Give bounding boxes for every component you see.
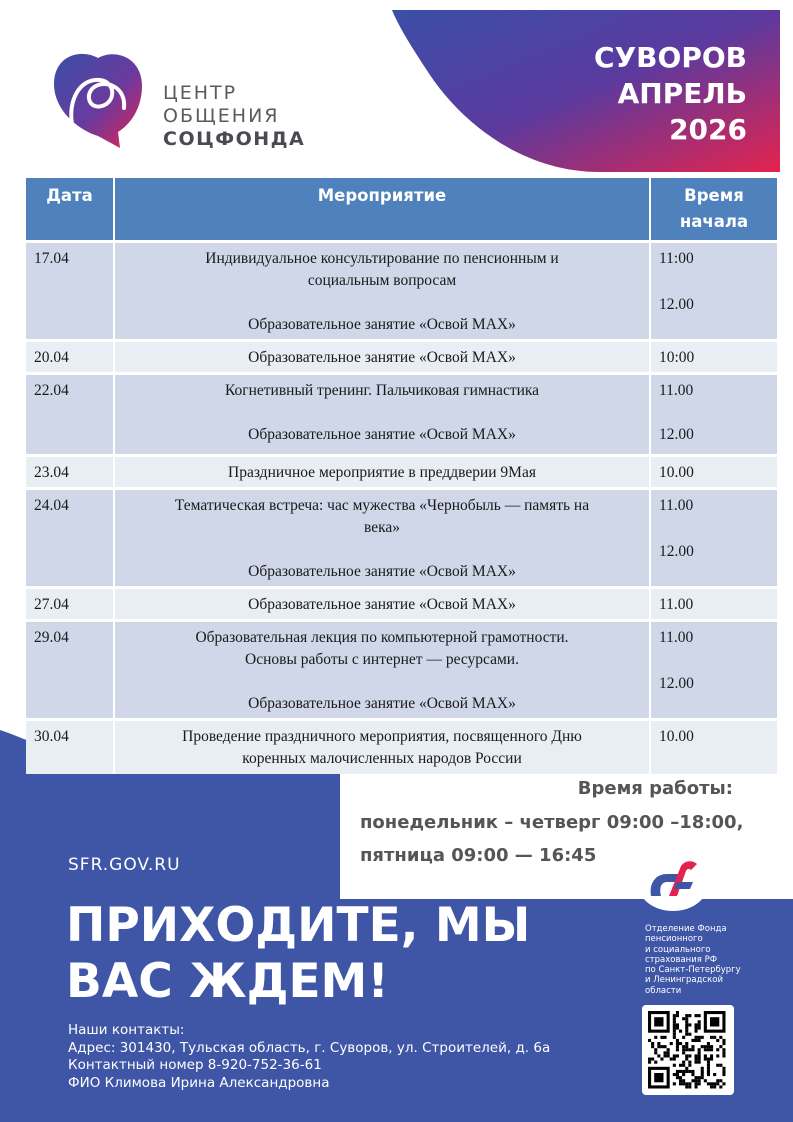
city-title-line: СУВОРОВ: [594, 41, 747, 74]
sfr-description: [645, 924, 775, 996]
sfr-text-line: и Ленинградской: [645, 975, 723, 986]
table-row: [26, 620, 777, 719]
contacts-title: Наши контакты:: [68, 1022, 185, 1038]
row-date: 29.04: [26, 620, 114, 719]
event-line: Образовательное занятие «Освой MAX»: [248, 562, 516, 580]
sfr-text-line: Отделение Фонда: [645, 924, 727, 934]
event-line: Тематическая встреча: час мужества «Чернобыль — память на: [174, 496, 590, 514]
row-event: [114, 241, 650, 340]
sfr-text-line: области: [645, 985, 682, 996]
sfr-text-line: и социального: [645, 944, 711, 955]
row-time: [650, 488, 777, 587]
row-date: 23.04: [26, 455, 114, 488]
table-row: [26, 340, 777, 373]
logo-text-line: СОЦФОНДА: [163, 128, 306, 150]
heart-logo-icon: [50, 50, 145, 150]
logo-text: [163, 82, 305, 151]
row-date: 22.04: [26, 373, 114, 455]
row-date: 24.04: [26, 488, 114, 587]
event-line: Праздничное мероприятие в преддверии 9Мая: [228, 463, 536, 481]
row-time: [650, 340, 777, 373]
event-line: Образовательное занятие «Освой MAX»: [248, 425, 516, 443]
table-header-row: [26, 178, 777, 241]
header-time: [650, 178, 777, 241]
time-value: 11.00: [659, 496, 694, 514]
slogan: [66, 898, 530, 1010]
header-time-line: Время: [684, 186, 744, 205]
working-hours-title: Время работы:: [577, 778, 733, 799]
header-date: Дата: [26, 178, 114, 241]
row-event: [114, 373, 650, 455]
city-month-title: [487, 40, 747, 148]
row-event: [114, 455, 650, 488]
contacts-phone: Контактный номер 8-920-752-36-61: [68, 1057, 322, 1073]
event-line: Образовательная лекция по компьютерной грамотности.: [195, 628, 569, 646]
row-time: [650, 241, 777, 340]
row-date: 30.04: [26, 719, 114, 774]
event-line: социальным вопросам: [307, 271, 457, 289]
time-value: 12.00: [659, 295, 694, 313]
event-line: коренных малочисленных народов России: [242, 749, 522, 767]
slogan-line: ВАС ЖДЕМ!: [66, 954, 389, 1009]
table-row: [26, 587, 777, 620]
event-line: Проведение праздничного мероприятия, посвященного Дню: [182, 727, 582, 745]
time-value: 12.00: [659, 674, 694, 692]
row-date: 27.04: [26, 587, 114, 620]
row-event: [114, 719, 650, 774]
contacts-block: [68, 1022, 550, 1092]
row-event: [114, 488, 650, 587]
event-line: Основы работы с интернет — ресурсами.: [245, 650, 519, 668]
event-line: Образовательное занятие «Освой MAX»: [248, 595, 516, 613]
event-line: века»: [363, 518, 401, 536]
row-time: [650, 373, 777, 455]
time-value: 10.00: [659, 463, 694, 481]
row-event: [114, 587, 650, 620]
slogan-line: ПРИХОДИТЕ, МЫ: [66, 898, 531, 953]
qr-code-icon: [648, 1011, 728, 1089]
row-time: [650, 719, 777, 774]
row-date: 20.04: [26, 340, 114, 373]
event-line: Образовательное занятие «Освой MAX»: [248, 694, 516, 712]
schedule-table: [26, 178, 777, 774]
city-title-line: АПРЕЛЬ: [617, 77, 747, 110]
row-date: 17.04: [26, 241, 114, 340]
event-line: Когнетивный тренинг. Пальчиковая гимнастика: [224, 381, 540, 399]
row-event: [114, 340, 650, 373]
table-row: [26, 455, 777, 488]
logo-text-line: ЦЕНТР: [163, 82, 238, 104]
time-value: 10.00: [659, 727, 694, 745]
table-row: [26, 241, 777, 340]
sfr-text-line: пенсионного: [645, 934, 703, 945]
logo-text-line: ОБЩЕНИЯ: [163, 105, 280, 127]
contacts-person: ФИО Климова Ирина Александровна: [68, 1074, 330, 1091]
header-event: Мероприятие: [114, 178, 650, 241]
row-time: [650, 620, 777, 719]
sfr-text-line: страхования РФ: [645, 954, 718, 965]
contacts-address: Адрес: 301430, Тульская область, г. Суворов, ул. Строителей, д. 6а: [68, 1039, 551, 1056]
time-value: 11.00: [659, 628, 694, 646]
time-value: 12.00: [659, 542, 694, 560]
working-hours-weekdays: понедельник – четверг 09:00 –18:00,: [360, 812, 744, 833]
sfr-logo-icon: [637, 852, 709, 912]
working-hours-friday: пятница 09:00 — 16:45: [360, 845, 597, 866]
time-value: 11.00: [659, 595, 694, 613]
city-title-line: 2026: [669, 113, 747, 146]
qr-code[interactable]: [642, 1005, 734, 1095]
sfr-panel: [637, 852, 793, 1122]
header-time-line: начала: [679, 212, 749, 231]
row-time: [650, 455, 777, 488]
event-line: Образовательное занятие «Освой MAX»: [248, 348, 516, 366]
time-value: 11:00: [659, 249, 694, 267]
table-row: [26, 719, 777, 774]
table-row: [26, 373, 777, 455]
row-event: [114, 620, 650, 719]
sfr-text-line: по Санкт-Петербургу: [645, 965, 741, 976]
time-value: 10:00: [659, 348, 695, 366]
row-time: [650, 587, 777, 620]
time-value: 11.00: [659, 381, 694, 399]
website-link[interactable]: SFR.GOV.RU: [68, 855, 181, 875]
table-row: [26, 488, 777, 587]
event-line: Индивидуальное консультирование по пенсионным и: [205, 249, 559, 267]
event-line: Образовательное занятие «Освой MAX»: [248, 315, 516, 333]
time-value: 12.00: [659, 425, 694, 443]
